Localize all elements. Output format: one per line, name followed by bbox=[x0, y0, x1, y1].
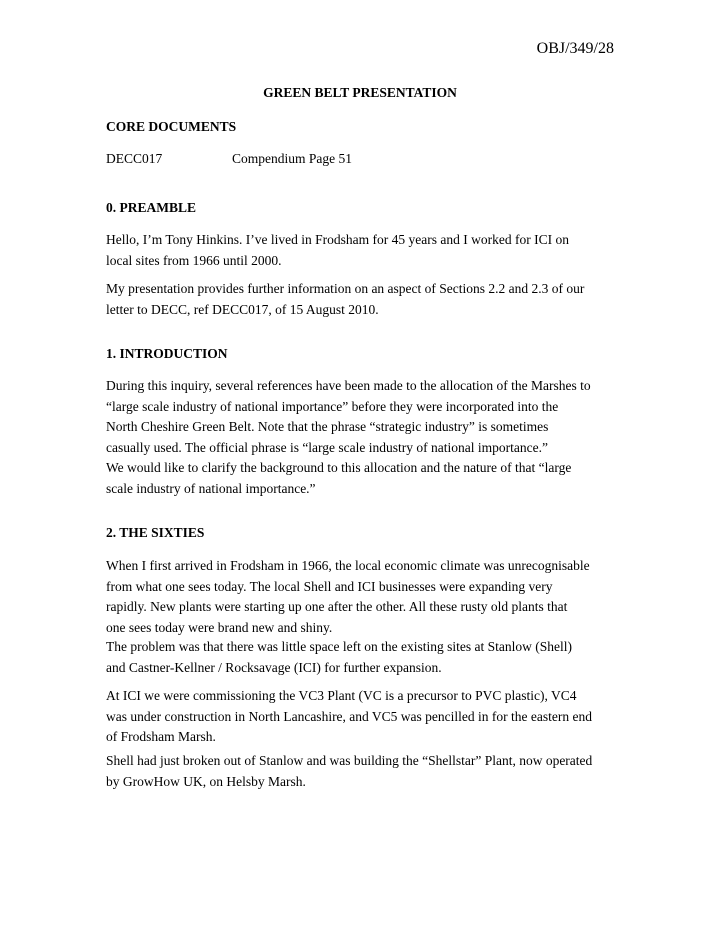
core-document-entry bbox=[106, 149, 352, 169]
text-line: letter to DECC, ref DECC017, of 15 August 2010. bbox=[106, 301, 379, 317]
paragraph bbox=[106, 376, 626, 458]
paragraph bbox=[106, 556, 626, 638]
text-line: Shell had just broken out of Stanlow and was building the “Shellstar” Plant, now operated bbox=[106, 753, 593, 768]
text-line: During this inquiry, several references have been made to the allocation of the Marshes to bbox=[106, 378, 591, 393]
core-document-description: Compendium Page 51 bbox=[232, 151, 352, 166]
core-documents-heading: CORE DOCUMENTS bbox=[106, 119, 237, 134]
text-line: Hello, I’m Tony Hinkins. I’ve lived in Frodsham for 45 years and I worked for ICI on bbox=[106, 232, 569, 247]
section-heading-introduction: 1. INTRODUCTION bbox=[106, 346, 228, 361]
paragraph bbox=[106, 686, 626, 748]
text-line: by GrowHow UK, on Helsby Marsh. bbox=[106, 773, 306, 789]
text-line: and Castner-Kellner / Rocksavage (ICI) for further expansion. bbox=[106, 659, 442, 675]
paragraph bbox=[106, 637, 626, 678]
paragraph bbox=[106, 279, 626, 320]
text-line: My presentation provides further information on an aspect of Sections 2.2 and 2.3 of our bbox=[106, 281, 585, 296]
text-line: When I first arrived in Frodsham in 1966, the local economic climate was unrecognisable bbox=[106, 558, 590, 573]
text-line: was under construction in North Lancashire, and VC5 was pencilled in for the eastern end bbox=[106, 708, 592, 724]
document-title: GREEN BELT PRESENTATION bbox=[263, 85, 457, 100]
text-line: casually used. The official phrase is “large scale industry of national importance.” bbox=[106, 439, 548, 455]
text-line: of Frodsham Marsh. bbox=[106, 729, 216, 744]
core-document-code: DECC017 bbox=[106, 151, 163, 166]
text-line: “large scale industry of national importance” before they were incorporated into the bbox=[106, 398, 559, 414]
paragraph bbox=[106, 751, 626, 792]
text-line: local sites from 1966 until 2000. bbox=[106, 252, 282, 268]
text-line: one sees today were brand new and shiny. bbox=[106, 619, 333, 635]
text-line: We would like to clarify the background to this allocation and the nature of that “large bbox=[106, 460, 572, 475]
text-line: from what one sees today. The local Shell and ICI businesses were expanding very bbox=[106, 578, 553, 594]
text-line: scale industry of national importance.” bbox=[106, 480, 316, 496]
document-reference: OBJ/349/28 bbox=[536, 40, 614, 57]
text-line: rapidly. New plants were starting up one after the other. All these rusty old plants that bbox=[106, 599, 568, 614]
text-line: North Cheshire Green Belt. Note that the phrase “strategic industry” is sometimes bbox=[106, 419, 549, 434]
paragraph bbox=[106, 458, 626, 499]
text-line: The problem was that there was little space left on the existing sites at Stanlow (Shell) bbox=[106, 639, 573, 654]
text-line: At ICI we were commissioning the VC3 Plant (VC is a precursor to PVC plastic), VC4 bbox=[106, 688, 577, 703]
section-heading-preamble: 0. PREAMBLE bbox=[106, 200, 197, 215]
paragraph bbox=[106, 230, 626, 271]
section-heading-the-sixties: 2. THE SIXTIES bbox=[106, 525, 205, 540]
